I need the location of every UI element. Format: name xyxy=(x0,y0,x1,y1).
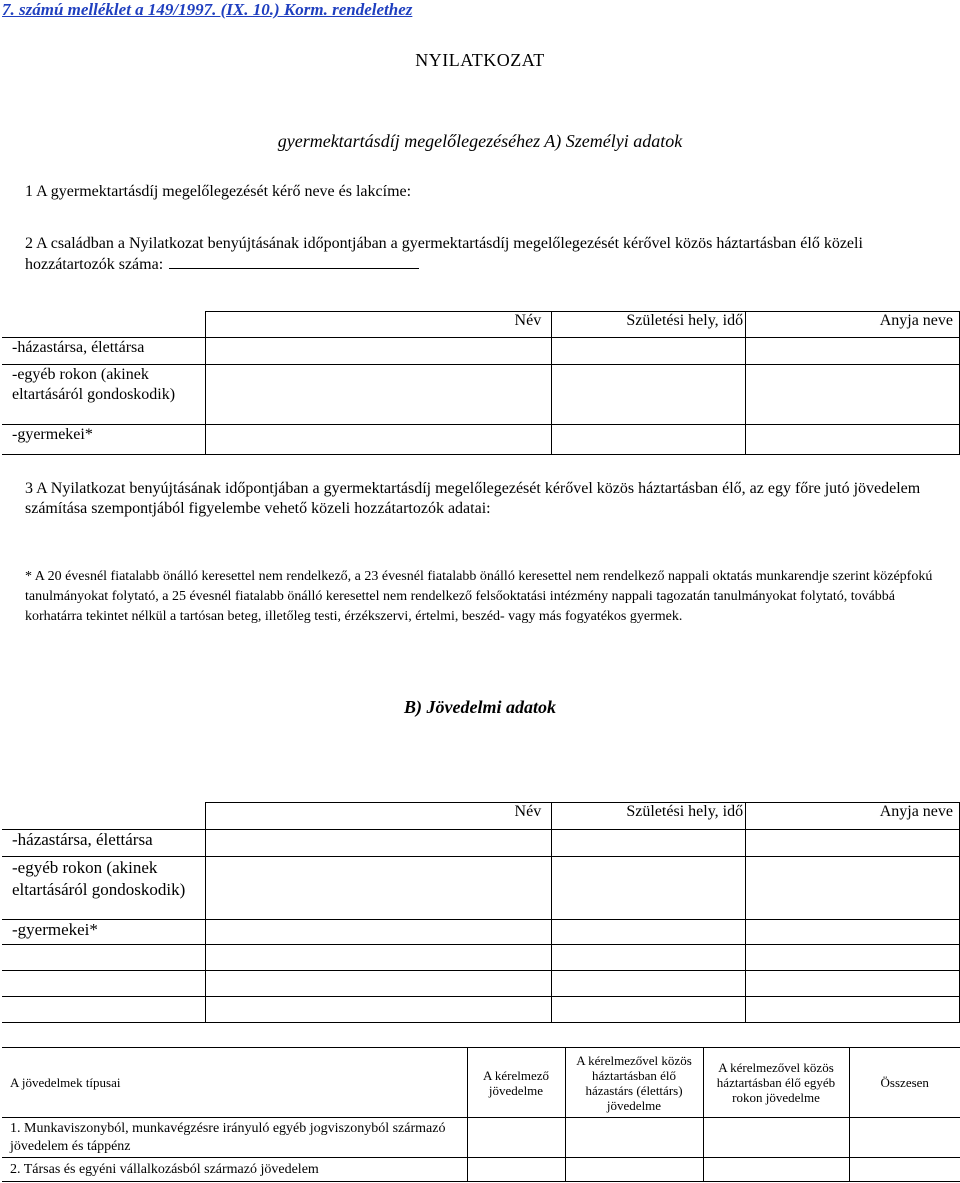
table-a-row-children: -gyermekei* xyxy=(2,425,206,455)
table-b-row-relative: -egyéb rokon (akinek eltartásáról gondoskodik) xyxy=(2,857,206,920)
table-b-cell[interactable] xyxy=(206,920,552,945)
income-cell[interactable] xyxy=(467,1118,565,1158)
table-a-col-birth: Születési hely, idő xyxy=(552,312,746,338)
footnote-text: * A 20 évesnél fiatalabb önálló keresettel nem rendelkező, a 23 évesnél fiatalabb önálló keresettel nem rendelkező nappali oktatás munkarendje szerint középfokú tanulmányokat folytató, a 25 évesnél fiatalabb önálló keresettel nem rendelkező felsőoktatási intézmény nappali tagozatán tanulmányokat folytató, továbbá korhatárra tekintet nélkül a tartósan beteg, illetőleg testi, érzékszervi, értelmi, beszéd- vagy más fogyatékos gyermek. xyxy=(25,569,933,624)
table-b-row-spouse: -házastársa, élettársa xyxy=(2,830,206,857)
table-b-row-children: -gyermekei* xyxy=(2,920,206,945)
table-b-cell[interactable] xyxy=(206,945,552,971)
income-cell[interactable] xyxy=(849,1158,960,1182)
table-b-col-mother: Anyja neve xyxy=(746,803,960,830)
item-3-text: 3 A Nyilatkozat benyújtásának időpontjában a gyermektartásdíj megelőlegezését kérővel közös háztartásban élő, az egy főre jutó jövedelem számítása szempontjából figyelembe vehető közeli hozzátartozók adatai: xyxy=(25,480,921,517)
income-col-type: A jövedelmek típusai xyxy=(2,1048,467,1118)
table-b-cell[interactable] xyxy=(746,830,960,857)
table-b-cell[interactable] xyxy=(746,920,960,945)
table-b-cell[interactable] xyxy=(206,971,552,997)
income-col-total: Összesen xyxy=(849,1048,960,1118)
table-b-cell[interactable] xyxy=(552,830,746,857)
table-a-cell[interactable] xyxy=(746,338,960,365)
table-b-cell[interactable] xyxy=(206,857,552,920)
table-b-cell[interactable] xyxy=(552,920,746,945)
income-row-employment: 1. Munkaviszonyból, munkavégzésre irányuló egyéb jogviszonyból származó jövedelem és táppénz xyxy=(2,1118,467,1158)
table-a-cell[interactable] xyxy=(746,425,960,455)
table-a-col-mother: Anyja neve xyxy=(746,312,960,338)
table-b-empty-cell xyxy=(2,971,206,997)
table-a-cell[interactable] xyxy=(552,425,746,455)
table-a-row-relative: -egyéb rokon (akinek eltartásáról gondoskodik) xyxy=(2,365,206,425)
income-cell[interactable] xyxy=(565,1158,703,1182)
item-2-text: 2 A családban a Nyilatkozat benyújtásának időpontjában a gyermektartásdíj megelőlegezését kérővel közös háztartásban élő közeli hozzátartozók száma: xyxy=(25,235,863,273)
table-b-cell[interactable] xyxy=(552,971,746,997)
table-b-col-birth: Születési hely, idő xyxy=(552,803,746,830)
table-a-cell[interactable] xyxy=(206,338,552,365)
table-b-cell[interactable] xyxy=(552,945,746,971)
income-cell[interactable] xyxy=(467,1158,565,1182)
table-a-cell[interactable] xyxy=(552,365,746,425)
household-count-field[interactable] xyxy=(169,254,419,269)
table-a-cell[interactable] xyxy=(746,365,960,425)
table-b-cell[interactable] xyxy=(206,997,552,1023)
table-b-cell[interactable] xyxy=(552,857,746,920)
income-col-relative: A kérelmezővel közös háztartásban élő egyéb rokon jövedelme xyxy=(703,1048,849,1118)
table-a-cell[interactable] xyxy=(552,338,746,365)
table-b-cell[interactable] xyxy=(206,830,552,857)
item-1-text: 1 A gyermektartásdíj megelőlegezését kérő neve és lakcíme: xyxy=(25,183,412,200)
income-row-enterprise: 2. Társas és egyéni vállalkozásból származó jövedelem xyxy=(2,1158,467,1182)
table-b-empty-cell xyxy=(2,997,206,1023)
section-b-title: B) Jövedelmi adatok xyxy=(404,697,556,717)
income-cell[interactable] xyxy=(565,1118,703,1158)
table-b-cell[interactable] xyxy=(552,997,746,1023)
table-b-empty-cell xyxy=(2,945,206,971)
income-cell[interactable] xyxy=(703,1158,849,1182)
document-title: NYILATKOZAT xyxy=(415,50,545,70)
document-subtitle: gyermektartásdíj megelőlegezéséhez A) Személyi adatok xyxy=(277,131,683,151)
table-a-corner xyxy=(2,312,206,338)
table-a-cell[interactable] xyxy=(206,365,552,425)
table-b-cell[interactable] xyxy=(746,971,960,997)
table-b-cell[interactable] xyxy=(746,945,960,971)
income-col-spouse: A kérelmezővel közös háztartásban élő házastárs (élettárs) jövedelme xyxy=(565,1048,703,1118)
income-cell[interactable] xyxy=(849,1118,960,1158)
table-a-col-name: Név xyxy=(206,312,552,338)
income-table xyxy=(2,1047,960,1182)
item-2-block xyxy=(25,234,950,275)
table-b-corner xyxy=(2,803,206,830)
income-col-applicant: A kérelmező jövedelme xyxy=(467,1048,565,1118)
personal-data-table xyxy=(2,311,960,455)
table-a-cell[interactable] xyxy=(206,425,552,455)
annex-reference-link[interactable]: 7. számú melléklet a 149/1997. (IX. 10.) Korm. rendelethez xyxy=(2,0,413,19)
table-b-col-name: Név xyxy=(206,803,552,830)
table-a-row-spouse: -házastársa, élettársa xyxy=(2,338,206,365)
table-b-cell[interactable] xyxy=(746,997,960,1023)
income-cell[interactable] xyxy=(703,1118,849,1158)
income-persons-table xyxy=(2,802,960,1023)
table-b-cell[interactable] xyxy=(746,857,960,920)
